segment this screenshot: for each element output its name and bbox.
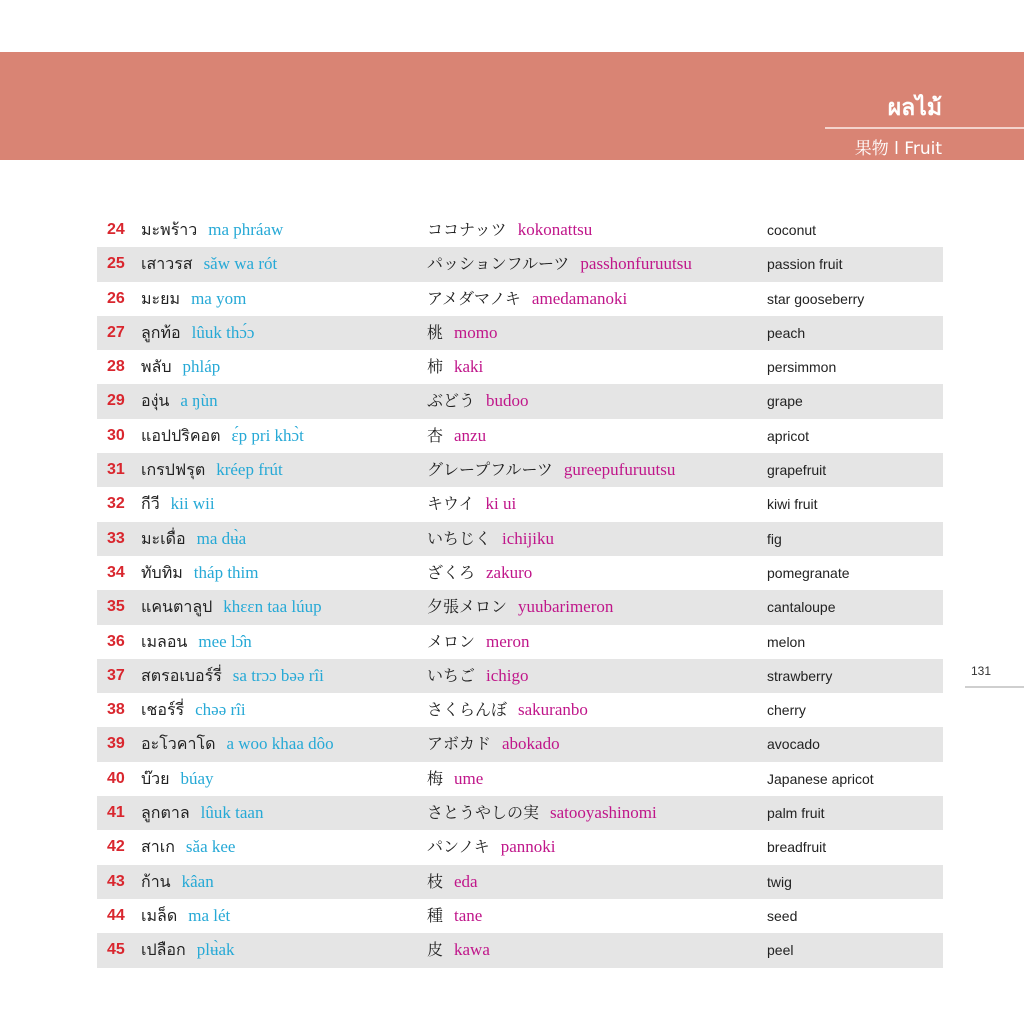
japanese-romaji: sakuranbo xyxy=(518,700,588,720)
japanese-romaji: abokado xyxy=(502,734,560,754)
japanese-cell xyxy=(427,282,627,316)
entry-number: 41 xyxy=(107,804,125,822)
thai-word: สตรอเบอร์รี่ xyxy=(141,665,222,685)
thai-cell xyxy=(141,762,214,796)
japanese-romaji: meron xyxy=(486,631,530,651)
thai-word: เมลอน xyxy=(141,631,188,651)
japanese-word: 梅 xyxy=(427,768,444,788)
english-word: Japanese apricot xyxy=(767,770,874,787)
thai-cell xyxy=(141,625,252,659)
japanese-word: グレープフルーツ xyxy=(427,460,553,480)
entry-number: 29 xyxy=(107,392,125,410)
japanese-word: 枝 xyxy=(427,871,444,891)
thai-cell xyxy=(141,865,214,899)
entry-number: 44 xyxy=(107,906,125,924)
english-word: kiwi fruit xyxy=(767,496,818,513)
page-title: ผลไม้ xyxy=(887,95,942,121)
japanese-romaji: ichigo xyxy=(486,665,529,685)
thai-word: สาเก xyxy=(141,837,175,857)
thai-transliteration: chəə rîi xyxy=(195,700,246,720)
english-word: cantaloupe xyxy=(767,599,836,616)
thai-word: องุ่น xyxy=(141,391,170,411)
english-word: strawberry xyxy=(767,667,833,684)
thai-transliteration: sǎw wa rót xyxy=(203,254,278,274)
japanese-romaji: kokonattsu xyxy=(517,220,593,239)
thai-transliteration: tháp thim xyxy=(193,562,259,582)
thai-word: แคนตาลูป xyxy=(141,597,213,617)
japanese-word: 夕張メロン xyxy=(427,597,508,617)
thai-cell xyxy=(141,693,246,727)
table-row xyxy=(97,350,943,384)
thai-cell xyxy=(141,796,263,830)
japanese-word: パンノキ xyxy=(427,837,490,857)
entry-number: 43 xyxy=(107,872,125,890)
japanese-word: ざくろ xyxy=(427,562,476,582)
table-row xyxy=(97,693,943,727)
japanese-word: さとうやしの実 xyxy=(427,803,540,823)
japanese-romaji: pannoki xyxy=(500,837,556,857)
japanese-cell xyxy=(427,590,613,624)
table-row xyxy=(97,487,943,521)
japanese-romaji: kawa xyxy=(454,940,490,960)
english-word: grapefruit xyxy=(767,462,827,479)
japanese-romaji: zakuro xyxy=(486,562,533,582)
table-row xyxy=(97,762,943,796)
english-word: star gooseberry xyxy=(767,290,865,307)
thai-transliteration: búay xyxy=(180,768,214,788)
english-word: melon xyxy=(767,633,806,650)
japanese-romaji: tane xyxy=(454,905,483,925)
english-word: avocado xyxy=(767,736,820,753)
entry-number: 39 xyxy=(107,735,125,753)
english-word: passion fruit xyxy=(767,256,843,273)
japanese-cell xyxy=(427,762,483,796)
thai-cell xyxy=(141,247,277,281)
thai-cell xyxy=(141,282,246,316)
thai-word: แอปปริคอต xyxy=(141,425,221,445)
japanese-cell xyxy=(427,899,482,933)
entry-number: 28 xyxy=(107,358,125,376)
thai-word: เปลือก xyxy=(141,940,186,960)
japanese-cell xyxy=(427,865,478,899)
table-row xyxy=(97,659,943,693)
japanese-cell xyxy=(427,659,529,693)
table-row xyxy=(97,830,943,864)
vocabulary-table xyxy=(97,213,943,968)
japanese-cell xyxy=(427,830,556,864)
thai-transliteration: plʉ̀ak xyxy=(196,940,235,960)
table-row xyxy=(97,282,943,316)
thai-word: มะเดื่อ xyxy=(141,528,186,548)
japanese-word: 皮 xyxy=(427,940,444,960)
thai-transliteration: lûuk taan xyxy=(200,803,264,823)
header-banner xyxy=(0,52,1024,160)
japanese-romaji: ume xyxy=(454,768,484,788)
entry-number: 30 xyxy=(107,426,125,444)
english-word: palm fruit xyxy=(767,805,825,822)
japanese-romaji: budoo xyxy=(486,391,529,411)
entry-number: 33 xyxy=(107,529,125,547)
japanese-romaji: eda xyxy=(454,871,478,891)
thai-transliteration: kréep frút xyxy=(216,460,283,480)
japanese-cell xyxy=(427,247,692,281)
header-divider xyxy=(825,127,1024,129)
entry-number: 37 xyxy=(107,666,125,684)
entry-number: 27 xyxy=(107,323,125,341)
japanese-romaji: passhonfuruutsu xyxy=(580,254,692,274)
english-word: cherry xyxy=(767,702,806,719)
japanese-word: いちご xyxy=(427,665,476,685)
thai-transliteration: a woo khaa dôo xyxy=(226,734,334,754)
japanese-cell xyxy=(427,625,529,659)
english-word: seed xyxy=(767,907,798,924)
japanese-cell xyxy=(427,796,657,830)
japanese-cell xyxy=(427,556,532,590)
thai-word: ก้าน xyxy=(141,871,171,891)
english-word: apricot xyxy=(767,427,810,444)
japanese-romaji: anzu xyxy=(454,425,487,445)
table-row xyxy=(97,796,943,830)
japanese-romaji: momo xyxy=(454,322,498,342)
thai-word: กีวี xyxy=(141,494,160,514)
table-row xyxy=(97,213,943,247)
table-row xyxy=(97,625,943,659)
english-word: coconut xyxy=(767,222,817,238)
japanese-romaji: amedamanoki xyxy=(531,288,628,308)
thai-word: มะพร้าว xyxy=(141,220,198,239)
thai-word: ทับทิม xyxy=(141,562,183,582)
japanese-romaji: ki ui xyxy=(485,494,517,514)
thai-transliteration: phláp xyxy=(182,357,221,377)
table-row xyxy=(97,590,943,624)
japanese-word: 種 xyxy=(427,905,444,925)
english-word: breadfruit xyxy=(767,839,827,856)
thai-cell xyxy=(141,933,235,967)
table-row xyxy=(97,522,943,556)
english-word: grape xyxy=(767,393,803,410)
table-row xyxy=(97,384,943,418)
thai-cell xyxy=(141,727,334,761)
japanese-word: アボカド xyxy=(427,734,492,754)
table-row xyxy=(97,247,943,281)
page-number: 131 xyxy=(971,664,992,678)
japanese-cell xyxy=(427,933,490,967)
japanese-romaji: gureepufuruutsu xyxy=(563,460,676,480)
thai-word: เสาวรส xyxy=(141,254,193,274)
thai-word: เมล็ด xyxy=(141,905,178,925)
thai-transliteration: sa trɔɔ bəə rîi xyxy=(232,665,324,685)
japanese-cell xyxy=(427,213,592,247)
japanese-romaji: yuubarimeron xyxy=(518,597,614,617)
table-row xyxy=(97,865,943,899)
japanese-word: 桃 xyxy=(427,322,444,342)
thai-cell xyxy=(141,556,259,590)
japanese-cell xyxy=(427,316,497,350)
thai-transliteration: kâan xyxy=(181,871,214,891)
thai-cell xyxy=(141,522,246,556)
japanese-cell xyxy=(427,522,554,556)
japanese-word: ココナッツ xyxy=(427,220,507,239)
english-word: peel xyxy=(767,942,794,959)
entry-number: 38 xyxy=(107,701,125,719)
thai-cell xyxy=(141,659,324,693)
thai-cell xyxy=(141,213,283,247)
thai-transliteration: sǎa kee xyxy=(185,837,236,857)
thai-transliteration: ma phráaw xyxy=(208,220,284,239)
japanese-cell xyxy=(427,419,486,453)
thai-transliteration: kii wii xyxy=(170,494,215,514)
japanese-romaji: kaki xyxy=(454,357,484,377)
japanese-cell xyxy=(427,727,560,761)
thai-word: ลูกตาล xyxy=(141,803,190,823)
english-word: pomegranate xyxy=(767,564,850,581)
table-row xyxy=(97,727,943,761)
japanese-word: さくらんぼ xyxy=(427,700,508,720)
entry-number: 35 xyxy=(107,598,125,616)
page-number-rule xyxy=(965,686,1024,688)
entry-number: 24 xyxy=(107,221,125,238)
table-row xyxy=(97,899,943,933)
thai-word: เกรปฟรุต xyxy=(141,460,206,480)
entry-number: 32 xyxy=(107,495,125,513)
entry-number: 45 xyxy=(107,941,125,959)
thai-cell xyxy=(141,830,235,864)
thai-cell xyxy=(141,487,215,521)
japanese-cell xyxy=(427,350,483,384)
japanese-word: 柿 xyxy=(427,357,444,377)
thai-word: อะโวคาโด xyxy=(141,734,216,754)
thai-cell xyxy=(141,453,283,487)
entry-number: 42 xyxy=(107,838,125,856)
thai-word: บ๊วย xyxy=(141,768,170,788)
english-word: peach xyxy=(767,324,806,341)
thai-cell xyxy=(141,384,218,418)
japanese-romaji: ichijiku xyxy=(502,528,554,548)
thai-cell xyxy=(141,590,322,624)
japanese-word: いちじく xyxy=(427,528,492,548)
japanese-romaji: satooyashinomi xyxy=(550,803,657,823)
japanese-word: アメダマノキ xyxy=(427,288,521,308)
entry-number: 26 xyxy=(107,289,125,307)
thai-cell xyxy=(141,899,230,933)
thai-cell xyxy=(141,350,220,384)
thai-word: มะยม xyxy=(141,288,181,308)
english-word: persimmon xyxy=(767,359,837,376)
thai-cell xyxy=(141,419,304,453)
japanese-cell xyxy=(427,384,529,418)
thai-transliteration: ma dʉ̀a xyxy=(196,528,247,548)
entry-number: 25 xyxy=(107,255,125,273)
thai-transliteration: a ŋùn xyxy=(180,391,218,411)
english-word: twig xyxy=(767,873,792,890)
japanese-cell xyxy=(427,487,516,521)
entry-number: 36 xyxy=(107,632,125,650)
japanese-word: パッションフルーツ xyxy=(427,254,570,274)
japanese-word: メロン xyxy=(427,631,476,651)
table-row xyxy=(97,453,943,487)
page-subtitle: 果物 l Fruit xyxy=(854,139,942,159)
thai-transliteration: khɛɛn taa lúup xyxy=(223,597,322,617)
japanese-word: 杏 xyxy=(427,425,444,445)
table-row xyxy=(97,316,943,350)
table-row xyxy=(97,933,943,967)
english-word: fig xyxy=(767,530,782,547)
japanese-word: ぶどう xyxy=(427,391,476,411)
thai-transliteration: mee lɔ̂n xyxy=(198,631,252,651)
thai-transliteration: ma lét xyxy=(188,905,231,925)
entry-number: 31 xyxy=(107,461,125,479)
thai-word: เชอร์รี่ xyxy=(141,700,185,720)
thai-word: พลับ xyxy=(141,357,172,377)
thai-cell xyxy=(141,316,254,350)
thai-transliteration: lûuk thɔ́ɔ xyxy=(191,322,255,342)
thai-word: ลูกท้อ xyxy=(141,322,181,342)
japanese-word: キウイ xyxy=(427,494,475,514)
entry-number: 34 xyxy=(107,563,125,581)
thai-transliteration: ma yom xyxy=(191,288,247,308)
japanese-cell xyxy=(427,693,588,727)
japanese-cell xyxy=(427,453,675,487)
table-row xyxy=(97,419,943,453)
table-row xyxy=(97,556,943,590)
thai-transliteration: ɛ́p pri khɔ̀t xyxy=(231,425,304,445)
entry-number: 40 xyxy=(107,769,125,787)
